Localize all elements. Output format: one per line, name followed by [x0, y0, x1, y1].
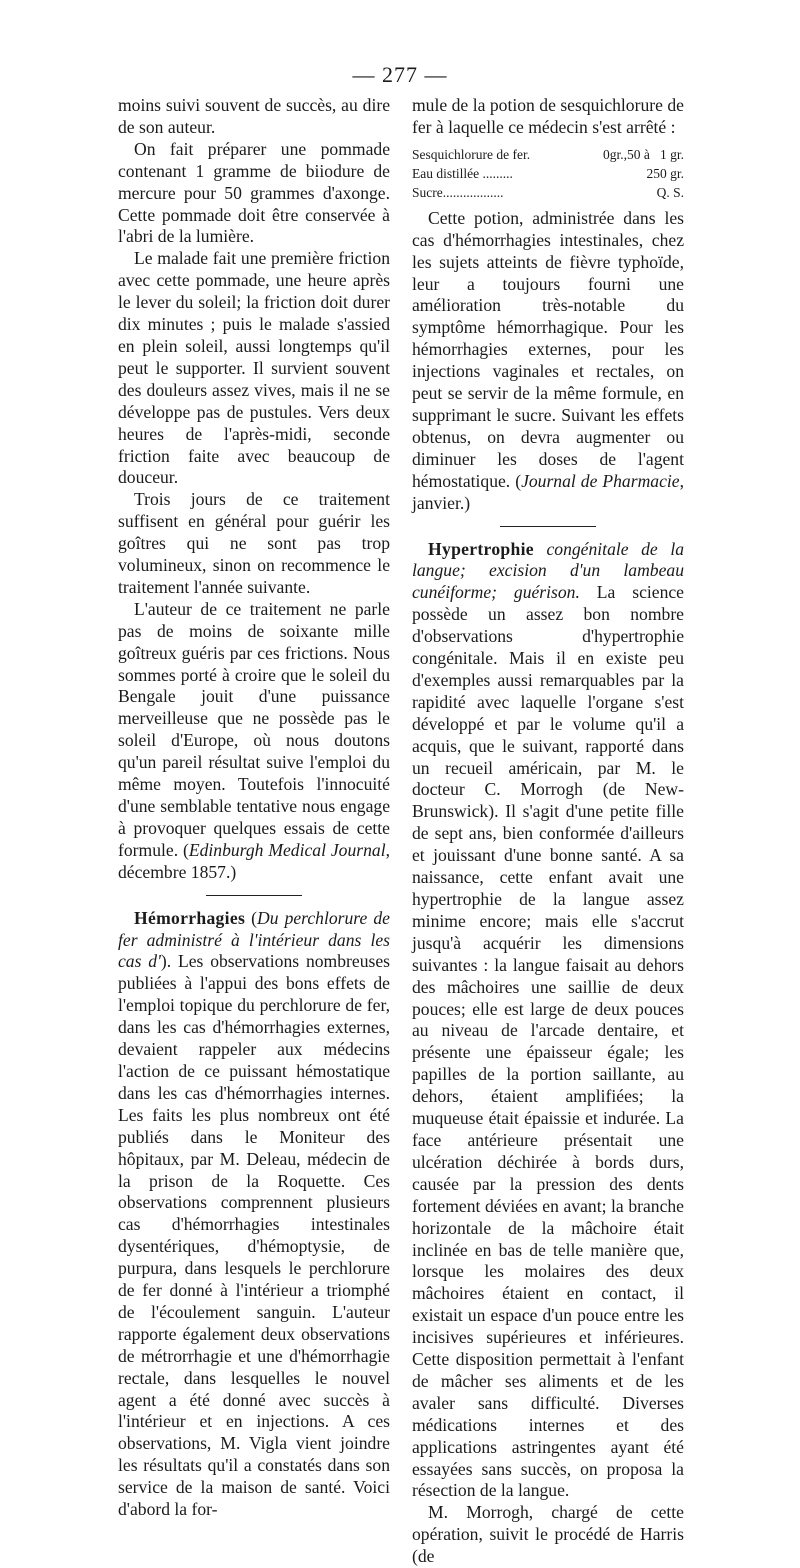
page-number: — 277 —: [352, 62, 448, 87]
paragraph: On fait préparer une pommade contenant 1 gramme de biiodure de mercure pour 50 grammes d'axonge. Cette pommade doit être conservée à l'abri de la lumière.: [118, 138, 390, 247]
article-body: Les observations nombreuses publiées à l'appui des bons effets de l'emploi topique du perchlorure de fer, dans les cas d'hémorrhagies externes, devaient rappeler aux médecins l'action de ce puissant hémostatique dans les cas d'hémorrhagies internes. Les faits les plus nombreux ont été publiés dans le Moniteur des hôpitaux, par M. Deleau, médecin de la prison de la Roquette. Ces observations comprennent plusieurs cas d'hémorrhagies intestinales dysentériques, d'hémoptysie, de purpura, dans lesquels le perchlorure de fer donné à l'intérieur a triomphé de l'écoulement sanguin. L'auteur rapporte également deux observations de métrorrhagie et une d'hémorrhagie rectale, dans lesquelles le nouvel agent a été donné avec succès à l'intérieur et en injections. A ces observations, M. Vigla vient joindre les résultats qu'il a constatés dans son service de la maison de santé. Voici d'abord la for-: [118, 951, 390, 1520]
paragraph: Trois jours de ce traitement suffisent en général pour guérir les goîtres qui ne sont pas trop volumineux, sinon on recommence le traitement l'année suivante.: [118, 489, 390, 597]
recipe-ingredient: Sucre..................: [412, 184, 504, 200]
article-title: Hémorrhagies: [134, 907, 246, 928]
paragraph: moins suivi souvent de succès, au dire de son auteur.: [118, 95, 390, 137]
citation-date: , janvier.): [412, 470, 684, 513]
paren-close: ).: [160, 951, 178, 972]
paragraph: Le malade fait une première friction avec cette pommade, une heure après le lever du soleil; la friction doit durer dix minutes ; puis le malade s'assied en plein soleil, aussi longtemps qu'il peut le supporter. Il survient souvent des douleurs assez vives, mais il ne se développe pas de pustules. Vers deux heures de l'après-midi, seconde friction faite avec beaucoup de douceur.: [118, 248, 390, 488]
recipe-quantity: 250 gr.: [646, 165, 684, 181]
recipe-quantity: Q. S.: [656, 184, 684, 200]
article-subtitle: Du perchlorure de fer administré à l'intérieur dans les cas d': [118, 907, 390, 972]
recipe-line: [412, 164, 684, 183]
journal-citation: Edinburgh Medical Journal: [188, 839, 386, 860]
recipe-ingredient: Eau distillée .........: [412, 165, 513, 181]
right-column: [412, 95, 684, 1568]
left-column: [118, 95, 390, 1521]
paragraph: [118, 599, 390, 884]
paragraph: M. Morrogh, chargé de cette opération, suivit le procédé de Harris (de: [412, 1502, 684, 1567]
section-divider: [500, 526, 596, 527]
recipe-line: [412, 145, 684, 164]
article-hypertrophie: [412, 539, 684, 1503]
article-body: La science possède un assez bon nombre d'observations d'hypertrophie congénitale. Mais il en existe peu d'exemples aussi remarquables par la rapidité avec laquelle l'organe s'est développé et par le volume qu'il a acquis, que le suivant, rapporté dans un recueil américain, par M. le docteur C. Morrogh (de New-Brunswick). Il s'agit d'une petite fille de sept ans, bien conformée d'ailleurs et jouissant d'une bonne santé. A sa naissance, cette enfant avait une hypertrophie de la langue assez minime encore; mais elle s'accrut jusqu'à acquérir les dimensions suivantes : la langue faisait au dehors des mâchoires une saillie de deux pouces; elle est large de deux pouces au niveau de l'arcade dentaire, et présente une épaisseur égale; les papilles de la portion saillante, au dehors, étaient amplifiées; la muqueuse était épaissie et indurée. La face antérieure présentait une ulcération déchirée à bords durs, causée par la pression des dents fortement déviées en avant; la branche horizontale de la mâchoire était inclinée en bas de telle manière que, lorsque les molaires des deux mâchoires étaient en contact, il existait un espace d'un pouce entre les incisives supérieures et inférieures. Cette disposition permettait à l'enfant de mâcher ses aliments et de les avaler sans difficulté. Diverses médications internes et des applications astringentes ayant été essayées sans succès, on proposa la résection de la langue.: [412, 582, 684, 1501]
article-hemorrhagies: [118, 908, 390, 1521]
journal-citation: Journal de Pharmacie: [521, 470, 680, 491]
recipe-ingredient: Sesquichlorure de fer.: [412, 146, 531, 162]
paragraph-text: L'auteur de ce traitement ne parle pas de moins de soixante mille goîtreux guéris par ces frictions. Nous sommes porté à croire que le soleil du Bengale jouit d'une puissance merveilleuse que ne possède pas le soleil d'Europe, où nous doutons qu'un pareil résultat suive l'emploi du même moyen. Toutefois l'innocuité d'une semblable tentative nous engage à provoquer quelques essais de cette formule. (: [118, 598, 390, 860]
paragraph: [412, 208, 684, 515]
recipe-line: [412, 183, 684, 202]
article-title: Hypertrophie: [428, 538, 534, 559]
paren-open: (: [245, 907, 258, 928]
paragraph-text: Cette potion, administrée dans les cas d'hémorrhagies intestinales, chez les sujets atteints de fièvre typhoïde, leur a toujours fourni une amélioration très-notable du symptôme hémorrhagique. Pour les hémorrhagies externes, pour les injections vaginales et rectales, on peut se servir de la même formule, en supprimant le sucre. Suivant les effets obtenus, on devra augmenter ou diminuer les doses de l'agent hémostatique. (: [412, 207, 684, 491]
recipe-quantity: 0gr.,50 à 1 gr.: [603, 146, 684, 162]
paragraph: mule de la potion de sesquichlorure de fer à laquelle ce médecin s'est arrêté :: [412, 95, 684, 137]
section-divider: [206, 895, 302, 896]
article-subtitle: congénitale de la langue; excision d'un lambeau cunéiforme; guérison.: [412, 538, 684, 603]
recipe-formula: [412, 145, 684, 202]
citation-date: , décembre 1857.): [118, 839, 390, 882]
